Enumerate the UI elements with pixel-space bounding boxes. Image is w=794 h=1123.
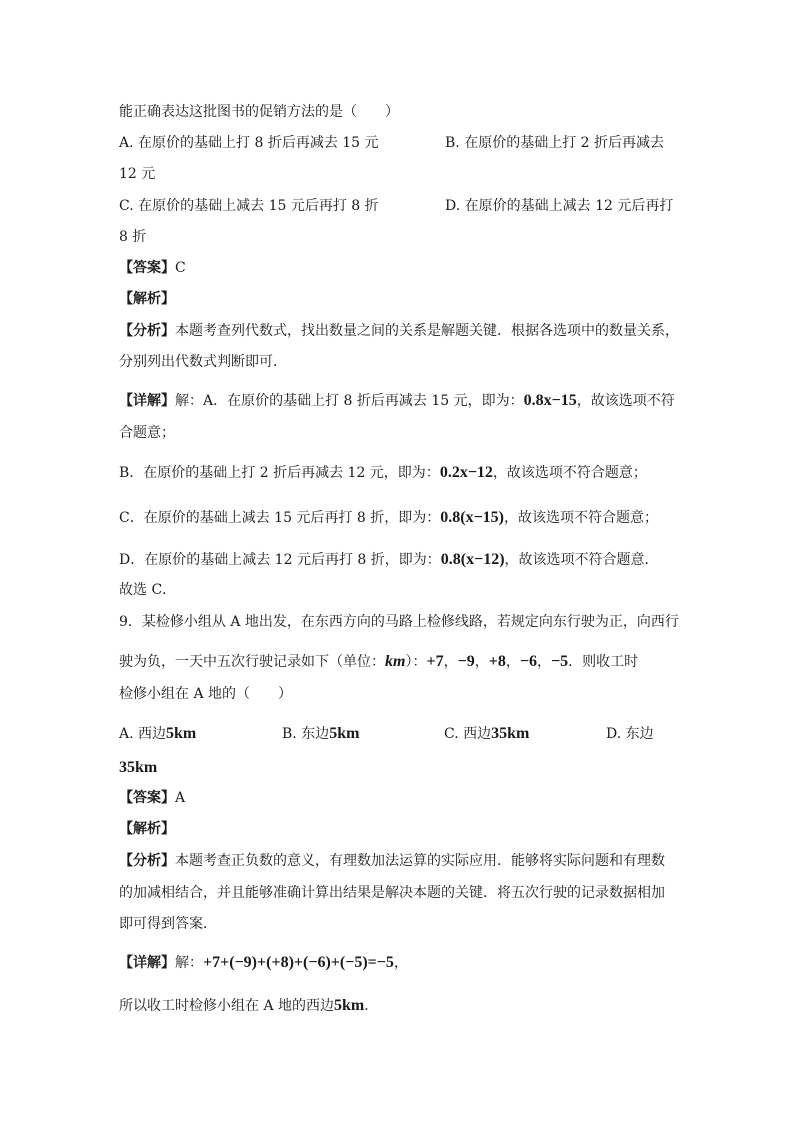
q8-stem: 能正确表达这批图书的促销方法的是（ ） xyxy=(119,104,399,120)
expr-a: 0.8x−15 xyxy=(523,392,577,409)
q8-detail-b xyxy=(119,463,647,483)
xiangjie-label: 【详解】 xyxy=(119,393,175,409)
detail-text: 解： xyxy=(175,955,203,971)
xiangjie-label: 【详解】 xyxy=(119,955,175,971)
q9-fenxi-line3: 即可得到答案． xyxy=(119,916,217,932)
q8-option-a: A. 在原价的基础上打 8 折后再减去 15 元 xyxy=(119,135,379,151)
detail-post: ， xyxy=(393,955,408,971)
record-4: −6 xyxy=(519,653,537,670)
record-1: +7 xyxy=(426,653,444,670)
opt-b-text: B. 东边 xyxy=(282,726,330,742)
q9-option-d: D. 东边 xyxy=(606,726,654,742)
record-5: −5 xyxy=(550,653,569,670)
expr-b: 0.2x−12 xyxy=(439,464,493,481)
q8-option-d-wrap: 8 折 xyxy=(119,229,147,245)
stem-l2-post: ．则收工时 xyxy=(568,654,639,670)
detail-b-post: ，故该选项不符合题意； xyxy=(492,465,647,481)
sep: ， xyxy=(474,654,489,670)
q8-answer xyxy=(119,258,186,278)
q9-option-c xyxy=(444,724,529,744)
opt-c-val: 35km xyxy=(491,725,530,742)
q8-fenxi-line1 xyxy=(119,321,679,341)
fenxi-text: 本题考查列代数式，找出数量之间的关系是解题关键．根据各选项中的数量关系， xyxy=(175,323,679,339)
q8-option-b: B. 在原价的基础上打 2 折后再减去 xyxy=(445,135,664,151)
answer-label: 【答案】 xyxy=(119,790,175,806)
opt-a-val: 5km xyxy=(166,725,197,742)
detail-c-text: C．在原价的基础上减去 15 元后再打 8 折，即为： xyxy=(119,510,441,526)
answer-value: C xyxy=(175,260,186,276)
q8-analysis-label: 【解析】 xyxy=(119,291,175,307)
q9-analysis-label: 【解析】 xyxy=(119,821,175,837)
q9-stem-line1: 9．某检修小组从 A 地出发，在东西方向的马路上检修线路，若规定向东行驶为正，向西行 xyxy=(119,614,679,630)
q8-option-c: C. 在原价的基础上减去 15 元后再打 8 折 xyxy=(119,198,379,214)
q8-fenxi-line2: 分别列出代数式判断即可． xyxy=(119,354,287,370)
opt-a-text: A. 西边 xyxy=(119,726,167,742)
detail-a-post: ，故该选项不符 xyxy=(576,393,675,409)
fenxi-label: 【分析】 xyxy=(119,853,175,869)
q9-option-d-wrap: 35km xyxy=(119,759,158,776)
expr-c: 0.8(x−15) xyxy=(440,509,505,526)
detail-c-post: ，故该选项不符合题意； xyxy=(504,510,659,526)
q9-answer xyxy=(119,788,185,808)
q8-detail-d xyxy=(119,550,659,570)
unit-km: km xyxy=(385,653,406,670)
record-2: −9 xyxy=(457,653,475,670)
q8-option-b-wrap: 12 元 xyxy=(119,166,156,182)
answer-value: A xyxy=(175,790,186,806)
q9-stem-line3: 检修小组在 A 地的（ ） xyxy=(119,686,293,702)
fenxi-label: 【分析】 xyxy=(119,323,175,339)
q8-detail-a xyxy=(119,391,675,411)
stem-l2-pre: 驶为负，一天中五次行驶记录如下（单位： xyxy=(119,654,385,670)
detail-b-text: B．在原价的基础上打 2 折后再减去 12 元，即为： xyxy=(119,465,440,481)
opt-c-text: C. 西边 xyxy=(444,726,492,742)
q9-option-b xyxy=(282,724,359,744)
sep: ， xyxy=(443,654,458,670)
q8-conclusion: 故选 C． xyxy=(119,582,177,598)
q8-option-d: D. 在原价的基础上减去 12 元后再打 xyxy=(445,198,674,214)
q8-detail-a-wrap: 合题意； xyxy=(119,425,175,441)
conc-text: 所以收工时检修小组在 A 地的西边 xyxy=(119,998,335,1014)
fenxi-text: 本题考查正负数的意义，有理数加法运算的实际应用．能够将实际问题和有理数 xyxy=(175,853,665,869)
sep: ， xyxy=(505,654,520,670)
q9-conclusion xyxy=(119,996,378,1016)
conc-val: 5km xyxy=(334,997,365,1014)
q9-detail xyxy=(119,953,408,973)
conc-post: ． xyxy=(364,998,379,1014)
sum-expr: +7+(−9)+(+8)+(−6)+(−5)=−5 xyxy=(203,954,394,971)
q9-stem-line2 xyxy=(119,652,638,672)
q9-fenxi-line2: 的加减相结合，并且能够准确计算出结果是解决本题的关键．将五次行驶的记录数据相加 xyxy=(119,885,665,901)
q9-option-a xyxy=(119,724,196,744)
sep: ， xyxy=(536,654,551,670)
detail-a-text: 解：A．在原价的基础上打 8 折后再减去 15 元，即为： xyxy=(175,393,524,409)
stem-l2-mid: ）： xyxy=(405,654,427,670)
record-3: +8 xyxy=(488,653,506,670)
opt-b-val: 5km xyxy=(329,725,360,742)
q9-fenxi-line1 xyxy=(119,851,665,871)
answer-label: 【答案】 xyxy=(119,260,175,276)
expr-d: 0.8(x−12) xyxy=(440,551,505,568)
q8-detail-c xyxy=(119,508,658,528)
detail-d-text: D．在原价的基础上减去 12 元后再打 8 折，即为： xyxy=(119,552,441,568)
detail-d-post: ，故该选项不符合题意． xyxy=(504,552,659,568)
